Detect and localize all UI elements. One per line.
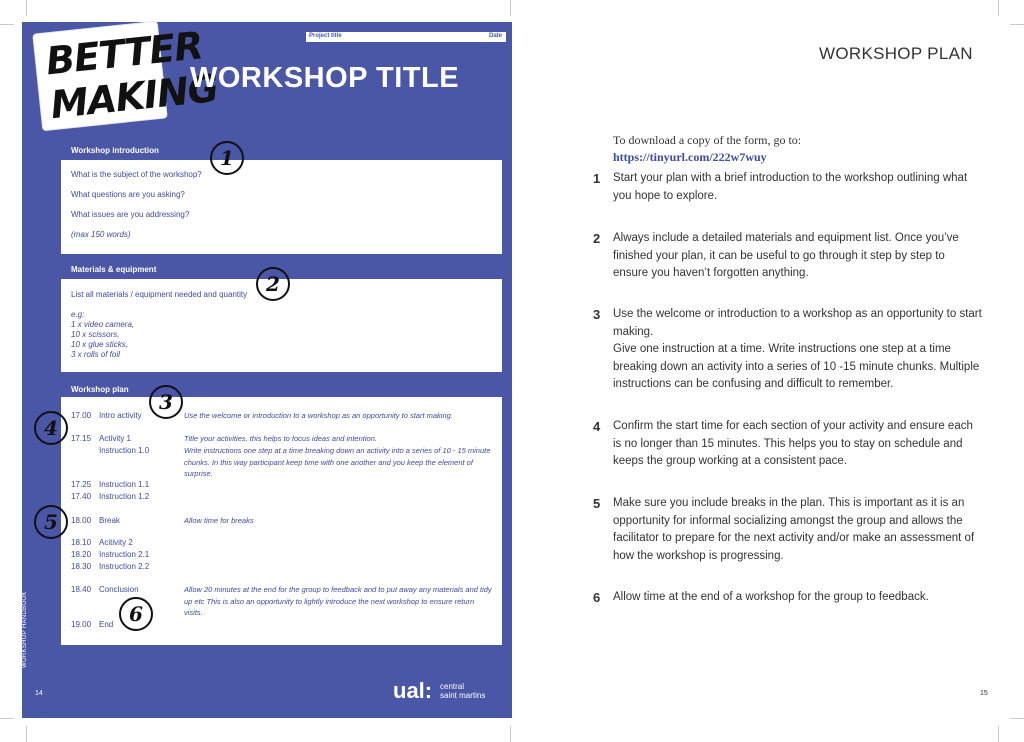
marker-6-icon: 6	[119, 597, 153, 631]
step-text: Always include a detailed materials and equipment list. Once you’ve finished your plan, it can be useful to go through it step by step to ensure you haven’t forgotten anything.	[613, 232, 959, 279]
intro-line: What is the subject of the workshop?	[71, 170, 202, 179]
project-meta-bar	[306, 32, 506, 42]
materials-line: 1 x video camera,	[71, 320, 135, 329]
plan-time: 18.30	[71, 562, 92, 571]
plan-activity: Instruction 1.1	[99, 480, 150, 489]
download-intro: To download a copy of the form, go to:	[613, 133, 802, 147]
workshop-title: WORKSHOP TITLE	[190, 62, 460, 94]
materials-line: 10 x scissors,	[71, 330, 120, 339]
step-text: Start your plan with a brief introduction to the workshop outlining what you hope to explore.	[613, 172, 968, 202]
plan-activity: Instruction 2.2	[99, 562, 150, 571]
project-title-label: Project title	[309, 33, 342, 39]
page-number-right: 15	[980, 690, 988, 697]
page-number-left: 14	[35, 690, 43, 697]
plan-activity: Intro activity	[99, 411, 142, 420]
plan-activity: Instruction 1.2	[99, 492, 150, 501]
materials-line: 10 x glue sticks,	[71, 340, 128, 349]
plan-activity: Acitivity 2	[99, 538, 133, 547]
step-text: Use the welcome or introduction to a workshop as an opportunity to start making. Give one instruction at a time. Write instructions one step at a time breaking down an activity into a series of 10 -15 minute chunks. Multiple instructions can be confusing and difficult to remember.	[613, 308, 982, 390]
plan-time: 18.00	[71, 516, 92, 525]
download-link[interactable]: https://tinyurl.com/222w7wuy	[613, 150, 767, 164]
step-number: 5	[593, 496, 601, 511]
plan-section-label: Workshop plan	[71, 385, 129, 394]
plan-time: 18.20	[71, 550, 92, 559]
plan-note: Title your activities, this helps to focus ideas and intention.	[184, 434, 377, 443]
materials-line: e.g:	[71, 310, 85, 319]
marker-2-icon: 2	[256, 267, 290, 301]
date-label: Date	[488, 33, 502, 39]
step-text: Allow time at the end of a workshop for the group to feedback.	[613, 591, 929, 603]
ual-logo-subtitle	[440, 682, 485, 700]
better-making-logo	[33, 22, 220, 130]
handbook-side-label: WORKSHOP HANDBOOK	[22, 591, 28, 668]
step-number: 4	[593, 419, 601, 434]
intro-box	[61, 160, 502, 254]
page-title: WORKSHOP PLAN	[819, 44, 973, 63]
plan-time: 19.00	[71, 620, 92, 629]
step-number: 6	[593, 590, 601, 605]
plan-time: 17.25	[71, 480, 92, 489]
materials-section-label: Materials & equipment	[71, 265, 157, 274]
ual-logo-line-1: central	[440, 682, 465, 691]
logo-line-2: MAKING	[48, 65, 220, 128]
plan-activity: Instruction 2.1	[99, 550, 150, 559]
intro-section-label: Workshop introduction	[71, 146, 159, 155]
plan-note: Allow time for breaks	[184, 516, 254, 525]
step-text: Confirm the start time for each section of your activity and ensure each is no longer than 15 minutes. This helps you to stay on schedule and keeps the group working at a consistent pace.	[613, 420, 973, 467]
step-text: Make sure you include breaks in the plan. This is important as it is an opportunity for informal socializing amongst the group and allows the facilitator to prepare for the next activity and/or make an assessment of how the workshop is progressing.	[613, 497, 975, 562]
plan-time: 18.40	[71, 585, 92, 594]
step-number: 3	[593, 307, 601, 322]
materials-line: 3 x rolls of foil	[71, 350, 120, 359]
intro-line: What issues are you addressing?	[71, 210, 190, 219]
marker-5-icon: 5	[34, 505, 68, 539]
marker-3-icon: 3	[149, 385, 183, 419]
plan-time: 17.40	[71, 492, 92, 501]
intro-line: What questions are you asking?	[71, 190, 185, 199]
plan-activity: Break	[99, 516, 120, 525]
plan-activity: Instruction 1.0	[99, 446, 150, 455]
logo-line-1: BETTER	[43, 23, 205, 84]
plan-activity: Conclusion	[99, 585, 139, 594]
plan-note: Use the welcome or introduction to a workshop as an opportunity to start making.	[184, 411, 453, 420]
ual-logo-line-2: saint martins	[440, 691, 486, 700]
ual-logo: ual:	[393, 678, 433, 703]
plan-time: 17.00	[71, 411, 92, 420]
marker-1-icon: 1	[210, 141, 244, 175]
marker-4-icon: 4	[34, 411, 68, 445]
intro-word-limit: (max 150 words)	[71, 230, 131, 239]
plan-note: Allow 20 minutes at the end for the group to feedback and to put away any materials and tidy up etc This is also an opportunity to lightly introduce the next workshop to ensure return visits.	[184, 585, 492, 617]
step-number: 2	[593, 231, 601, 246]
materials-line: List all materials / equipment needed and quantity	[71, 290, 248, 299]
plan-time: 18.10	[71, 538, 92, 547]
plan-activity: End	[99, 620, 114, 629]
plan-activity: Activity 1	[99, 434, 132, 443]
plan-time: 17.15	[71, 434, 92, 443]
plan-note: Write instructions one step at a time breaking down an activity into a series of 10 - 15 minute chunks. In this way participant keep time with one another and you keep the element of surprise.	[184, 446, 491, 478]
step-number: 1	[593, 171, 601, 186]
